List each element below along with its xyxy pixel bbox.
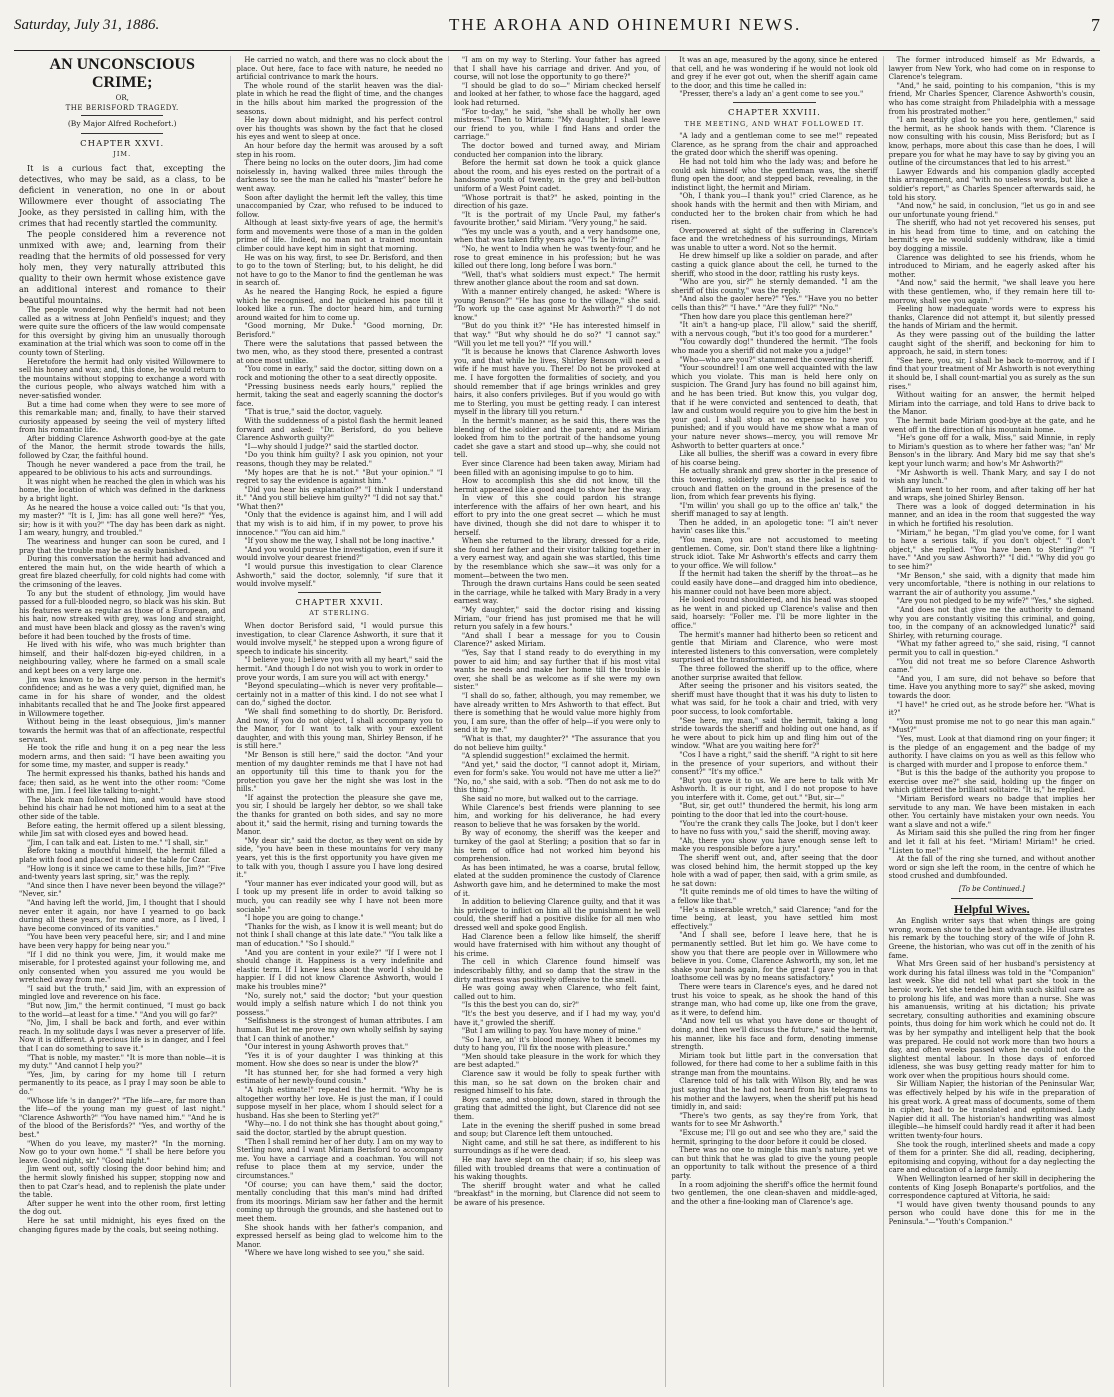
- serial-subtitle: THE BERISFORD TRAGEDY.: [65, 103, 179, 112]
- paragraph: "Miriam," he began, "I'm glad you've come, for I want to have a serious talk, if you don't object." "I don't object," she replied. "You have been to Sterling?" "I have." "And you saw Ashworth?" "I did." "Why did you go to see him?": [888, 528, 1096, 572]
- paragraph: "A lady and a gentleman come to see me!" repeated Clarence, as he sprang from the chair and approached the grated door which the sheriff was opening.: [671, 132, 878, 158]
- divider: [733, 102, 816, 103]
- paragraph: "Yes, Say that I stand ready to do everything in my power to aid him; and say further that if his most vital wants he needs and make her home till the trouble is over, she shall be as welcome as if she were my own sister.": [453, 648, 661, 692]
- chapter-heading: CHAPTER XXVII.: [295, 597, 384, 608]
- section-heading: Helpful Wives.: [954, 901, 1030, 916]
- paragraph: During this conversation the hermit had advanced and entered the main hut, on the wide hearth of which a great fire blazed cheerfully, for cold nights had come with the crimsoning of the leaves.: [19, 555, 226, 589]
- column-1: [14, 56, 231, 1387]
- paragraph: He was on his way, first, to see Dr. Berisford, and then to go to the town of Sterling; but, to his delight, he did not have to go to the Manor to find the gentleman he was in search of.: [236, 253, 443, 288]
- paragraph: He took the rifle and hung it on a peg near the less modern arms, and then said: "I have been awaiting you for some time, my master, and supper is ready.": [19, 744, 226, 770]
- paragraph: Then he added, in an apologetic tone: "I ain't never havin' cases like this.": [671, 518, 878, 536]
- paragraph: "Ah, there you show you have enough sense left to make you responsible before a jury.": [671, 836, 878, 854]
- paragraph: "You cowardly dog!" thundered the hermit. "The fools who made you a sheriff did not make you a judge!": [671, 338, 878, 355]
- paragraph: He was going away when Clarence, who felt faint, called out to him.: [453, 984, 661, 1001]
- paragraph: "And does not that give me the authority to demand why you are constantly visiting this criminal, and going, too, in the company of an acknowledged lunatic?" said Shirley, with returning courage.: [888, 606, 1096, 640]
- paragraph: "Jim, I can talk and eat. Listen to me." "I shall, sir.": [27, 838, 208, 847]
- paragraph: "There's two gents, as say they're from York, that wants for to see Mr Ashworth.": [671, 1111, 878, 1129]
- paragraph: "I would pursue this investigation to clear Clarence Ashworth," said the doctor, solemnly, "if sure that it would involve myself.": [236, 563, 443, 589]
- paragraph: He carried no watch, and there was no clock about the place. Out here, face to face with nature, he needed no artificial contrivance to mark the hours.: [236, 56, 443, 82]
- paragraph: "Miriam Berisford wears no badge that implies her servitude to any man. We have been mistaken in each other. You certainly have mistaken your own needs. You want a slave and not a wife.": [888, 795, 1096, 829]
- paragraph: "If I did no think you were, Jim, it would make me miserable, for I protested against your following me, and only consented when you assured me you would be wretched away from me.": [19, 950, 226, 985]
- paragraph: "That is noble, my master." "It is more than noble—it is my duty." "And cannot I help you?": [19, 1053, 226, 1071]
- paragraph: The people considered him a reverence not unmixed with awe; and, learning from their reading that the hermits of old possessed for very holy men, they very naturally attributed this quality to their own hermit whose existence gave an additional interest and romance to their beautiful mountains.: [19, 229, 226, 305]
- divider: [81, 133, 164, 134]
- paragraph: The sheriff brought water and what he called "breakfast" in the morning, but Clarence did not seem to be aware of his presence.: [453, 1181, 661, 1207]
- paragraph: "Then how dare you place this gentleman here?": [679, 312, 853, 321]
- paragraph: But a time had come when they were to see more of this remarkable man; and, finally, to have their starved curiosity appeased by seeing the veil of mystery lifted from his romantic life.: [19, 400, 226, 435]
- paragraph: When doctor Berisford said, "I would pursue this investigation, to clear Clarence Ashworth, it sure that it would involve myself," he stepped upon a wrong figure of speech to indicate his sincerity.: [236, 622, 443, 656]
- paragraph: Though he never wandered a pace from the trail, he appeared to be oblivious to his acts and surroundings.: [19, 460, 226, 478]
- paragraph: "No, he went to India when he was twenty-four, and he rose to great eminence in his profession; but he was killed out there long, long before I was born.": [453, 245, 661, 271]
- paragraph: The weariness and hunger can soon be cured, and I pray that the trouble may be as easily banished.: [19, 538, 226, 555]
- paragraph: "Your scoundrel! I am one well acquainted with the law which you violate. This man is held here only on suspicion. The Grand Jury has found no bill against him, and he has been tried. But know this, you vulgar dog, that if he were convicted and sentenced to death, that law and custom would require you to give him the best in your gaol. I shall stop at no expense to have you punished; and if you would have me show what a man of your nature never shows—mercy, you will remove Mr Ashworth to better quarters at once.": [671, 364, 878, 450]
- paragraph: Sir William Napier, the historian of the Peninsular War, was effectively helped by his wife in the preparation of his great work. A great mass of documents, some of them in cipher, had to be translated and epitomised. Lady Napier did it all. The historian's handwriting was almost illegible—he himself could hardly read it after it had been written twenty-four hours.: [888, 1080, 1096, 1141]
- paragraph: "And having left the world, Jim, I thought that I should never enter it again, nor have I yearned to go back during all these years, for more and more, as I lived, I have become convinced of its vanities.": [19, 898, 226, 933]
- paragraph: "Presser, there's a lady an' a gent come to see you.": [679, 90, 864, 99]
- paragraph: Lawyer Edwards and his companion gladly accepted this arrangement, and "with no useless words, but like a soldier's report," as Charles Spencer afterwards said, he told his story.: [888, 167, 1096, 202]
- paragraph: It was an age, measured by the agony, since he entered that cell, and he was wondering if he would not look old and grey if he ever got out, when the sheriff again came to the door, and this time he called in:: [671, 56, 878, 90]
- masthead: [14, 0, 1100, 51]
- paragraph: Clarence saw it would be folly to speak further with this man, so he sat down on the broken chair and resigned himself to his fate.: [453, 1070, 661, 1096]
- paragraph: "It is because he knows that Clarence Ashworth loves you, and that while he lives, Shirley Benson will need a wife if he must have you. There! Do not be provoked at me. I have forgotten the formalities of society, and you should remember that if age brings wrinkles and grey hairs, it also confers privileges. But if you would go with me to Sterling, you must be getting ready. I can interest myself in the library till you return.": [453, 348, 661, 417]
- paragraph: He had not told him who the lady was; and before he could ask himself who the gentleman was, the sheriff flung open the door, and stepped back, revealing, in the indistinct light, the hermit and Miriam.: [671, 157, 878, 192]
- paragraph: "I would have given twenty thousand pounds to any person who could have done this for me in the Peninsula."—"Youth's Companion.": [888, 1200, 1096, 1226]
- paragraph: There were the salutations that passed between the two men, who, as they stood there, presented a contrast at once most unlike.: [236, 339, 443, 365]
- column-3: [449, 56, 666, 1387]
- paragraph: "He's gone off for a walk, Miss," said Minnie, in reply to Miriam's question as to where her father was; "an' Mr Benson's in the library. And Mary bid me say that she's kept your lunch warm; and how's Mr Ashworth?": [888, 434, 1096, 468]
- paragraph: Miriam went to her room, and after taking off her hat and wraps, she joined Shirley Benson.: [888, 485, 1096, 503]
- paragraph: "And yet," said the doctor, "I cannot adopt it, Miriam, even for form's sake. You would not have me utter a lie?" "No, no," she said, with a sob. "Then do not ask me to do this thing.": [453, 760, 661, 795]
- article-columns: [14, 56, 1100, 1387]
- column-2: [231, 56, 448, 1387]
- paragraph: Before taking a mouthful himself, the hermit filled a plate with food and placed it under the table for Czar.: [19, 847, 226, 864]
- paragraph: The former introduced himself as Mr Edwards, a lawyer from New York, who had come on in response to Clarence's telegram.: [888, 56, 1096, 82]
- paragraph: There was no one to mingle this man's nature, yet we can but think that he was glad to give the young people an opportunity to talk without the presence of a third party.: [671, 1146, 878, 1180]
- divider: [951, 898, 1034, 899]
- paragraph: "Only that the evidence is against him, and I will add that my wish is to aid him, if in my power, to prove his innocence." "You can aid him.": [236, 511, 443, 537]
- paragraph: "Who—who are you?" stammered the cowering sheriff.: [679, 355, 874, 364]
- paragraph: "I am heartily glad to see you here, gentlemen," said the hermit, as he shook hands with them. "Clarence is now consulting with his cousin, Miss Berisford; but as I know, perhaps, more about this case than he does, I will prepare you for what he may have to say by giving you an outline of the circumstances that led to his arrest.": [888, 116, 1096, 168]
- paragraph: At the fall of the ring she turned, and without another word or sign she left the room, in the centre of which he stood crushed and dumbfounded.: [888, 855, 1096, 881]
- paragraph: "I believe you; I believe you with all my heart," said the hermit. "And though I do not wish you to work in order to prove your words, I am sure you will act with energy.": [236, 656, 443, 682]
- paragraph: "It has stunned her, for she had formed a very high estimate of her newly-found cousin.": [236, 1068, 443, 1086]
- paragraph: "A high estimate!" repeated the hermit. "Why he is altogether worthy her love. He is just the man, if I could suppose myself in her place, whom I should select for a husband. Has she been to Sterling yet?": [236, 1086, 443, 1120]
- paragraph: In view of this she could pardon his strange interference with the affairs of her own heart, and his effort to pry into the one great secret — which he must have divined, though she did not dare to whisper it to herself.: [453, 494, 661, 537]
- paragraph: "Did you hear his explanation?" "I think I understand it." "And you still believe him guilty?" "I did not say that." "What then?": [236, 485, 443, 511]
- paragraph: "I am on my way to Sterling. Your father has agreed that I shall have his carriage and driver. And you, of course, will not lose the opportunity to go there?": [453, 56, 661, 82]
- paragraph: Without being in the least obsequious, Jim's manner towards the hermit was that of an affectionate, respectful servant.: [19, 718, 226, 744]
- paragraph: An English writer says that when things are going wrong, women show to the best advantage. He illustrates his remark by the touching story of the wife of John R. Greene, the historian, who was cut off in the zenith of his fame.: [888, 917, 1096, 960]
- paragraph: "And shall I bear a message for you to Cousin Clarence?" asked Miriam.: [453, 631, 661, 649]
- byline: (By Major Alfred Rochefort.): [67, 119, 177, 129]
- continued-note: [To be Continued.]: [958, 885, 1025, 893]
- paragraph: "It quite reminds me of old times to have the wilting of a fellow like that.": [671, 888, 878, 905]
- paragraph: "Then I shall remind her of her duty. I am on my way to Sterling now, and I want Miriam Berisford to accompany me. You have a carriage and a coachman. You will not refuse to place them at my service, under the circumstances.": [236, 1137, 443, 1180]
- paragraph: Had Clarence been a fellow like himself, the sheriff would have fraternised with him without any thought of his crime.: [453, 932, 661, 958]
- paragraph: "It is the portrait of my Uncle Paul, my father's favourite brother," said Miriam. "Very young," he said.: [453, 210, 661, 228]
- paragraph: "But I am willing to pay. You have money of mine.": [461, 1027, 641, 1036]
- serial-title: AN UNCONSCIOUS CRIME;: [49, 56, 195, 91]
- paragraph: "Thanks for the wish, as I know it is well meant; but do not think I shall change at this late date." "You talk like a man of education." "So I should.": [236, 922, 443, 948]
- paragraph: "Pressing business needs early hours," replied the hermit, taking the seat and eagerly scanning the doctor's face.: [236, 382, 443, 408]
- paragraph: Night came, and still he sat there, as indifferent to his surroundings as if he were dead.: [453, 1138, 661, 1156]
- paragraph: "Mr Benson is still here," said the doctor. "And your mention of my daughter reminds me that I have not had an opportunity till this time to thank you for the protection you gave her the night she was lost in the hills.": [236, 750, 443, 794]
- paragraph: "Is this the best you can do, sir?": [461, 1001, 579, 1010]
- paragraph: "Beyond speculating—which is never very profitable—certainly not in a matter of this kind. I do not see what I can do," sighed the doctor.: [236, 682, 443, 708]
- paragraph: "Mr Benson," she said, with a dignity that made him very uncomfortable, "there is nothing in our relations to warrant the air of authority you assume.": [888, 571, 1096, 597]
- paragraph: "I said but the truth," said Jim, with an expression of mingled love and reverence on his face.: [19, 984, 226, 1002]
- paragraph: He lay down about midnight, and his perfect control over his thoughts was shown by the fact that he closed his eyes and went to sleep at once.: [236, 116, 443, 142]
- paragraph: Before eating, the hermit offered up a silent blessing, while Jim sat with closed eyes and bowed head.: [19, 821, 226, 839]
- paragraph: After seeing the prisoner and his visitors seated, the sheriff must have thought that it was his duty to listen to what was said, for he took a chair and tried, with very poor success, to look comfortable.: [671, 682, 878, 716]
- paragraph: "So I have, an' it's blood money. When it becomes my duty to hang you, I'll fix the noose with pleasure.": [453, 1035, 661, 1053]
- paragraph: "And also the gaoler here?" "Yes." "Have you no better cells than this?" "I have." "Are they full?" "No.": [671, 295, 878, 313]
- paragraph: "My daughter," said the doctor rising and kissing Miriam, "our friend has just promised me that he will return you safely in a few hours.": [453, 606, 661, 632]
- paragraph: "You come in early," said the doctor, sitting down on a rock and motioning the other to a seat directly opposite.: [236, 365, 443, 382]
- paragraph: An hour before day the hermit was aroused by a soft step in his room.: [236, 141, 443, 159]
- paragraph: She took the rough, interlined sheets and made a copy of them for a printer. She did all, reading, deciphering, epitomising and copying, without for a day neglecting the care and education of a large family.: [888, 1140, 1096, 1175]
- column-4: [666, 56, 883, 1387]
- newspaper-title: THE AROHA AND OHINEMURI NEWS.: [449, 15, 802, 34]
- paragraph: "I'm willin' you shall go up to the office an' talk," the sheriff managed to say at length.: [671, 501, 878, 519]
- paragraph: "Cos I have a right," said the sheriff. "A right to sit here in the presence of your superiors, and without their consent?" "It's my office.": [671, 750, 878, 777]
- paragraph: "A splendid suggestion!" exclaimed the hermit.: [461, 752, 630, 761]
- paragraph: The doctor bowed and turned away, and Miriam conducted her companion into the library.: [453, 141, 661, 159]
- paragraph: There was a look of dogged determination in his manner, and an idea in the room that suggested the way in which he fortified his resolution.: [888, 502, 1096, 529]
- paragraph: The cell in which Clarence found himself was indescribably filthy, and so damp that the straw in the dirty mattress was positively offensive to the smell.: [453, 958, 661, 984]
- paragraph: "Yes, must. Look at that diamond ring on your finger; it is the pledge of an engagement and the badge of my authority. I have claims on you as well as this fellow who is charged with murder and I propose to enforce them.": [888, 734, 1096, 769]
- paragraph: "Yes my uncle was a youth, and a very handsome one, when that was taken fifty years ago." "Is he living?": [453, 227, 661, 245]
- paragraph: "Your manner has ever indicated your good will, but as I took up my present life in order to avoid talking so much, you can readily see why I have not been more sociable.": [236, 879, 443, 914]
- paragraph: Like all bullies, the sheriff was a coward in every fibre of his coarse being.: [671, 450, 878, 467]
- paragraph: "Oh, I thank you—I thank you!" cried Clarence, as he shook hands with the hermit and then with Miriam, and conducted her to the broken chair from which he had risen.: [671, 192, 878, 227]
- paragraph: "If against the protection the pleasure she gave me, you sir, I should be largely her debtor, so we shall take the thanks for granted on both sides, and say no more about it," said the hermit, rising and turning towards the Manor.: [236, 793, 443, 837]
- paragraph: Heretofore the hermit had only visited Willowmere to sell his honey and wax; and, this done, he would return to the mountains without stopping to exchange a word with the curious people, who always watched him with a never-satisfied wonder.: [19, 357, 226, 400]
- paragraph: "Yes it is of your daughter I was thinking at this moment. How she does so near is under the blow?": [236, 1051, 443, 1069]
- paragraph: "No, Jim, I shall be back and forth, and ever within reach. In my solitude days I was never a preserver of life. Now it is different. A precious life is in danger, and I feel that I can do something to save it.": [19, 1019, 226, 1054]
- paragraph: When Wellington learned of her skill in deciphering the contents of King Joseph Bonaparte's portfolios, and the correspondence captured at Vittoria, he said:: [888, 1175, 1096, 1201]
- paragraph: "And I shall see, before I leave here, that he is permanently settled. But let him go. We have come to show you that there are people over in Willowmere who believe in you. Come, Clarence Ashworth, my son, let me shake your hands again, for the great I gave you in that loathsome cell was by no means satisfactory.": [671, 931, 878, 983]
- paragraph: "Our interest in young Ashworth proves that.": [244, 1043, 409, 1052]
- paragraph: "And," he said, pointing to his companion, "this is my friend, Mr Charles Spencer, Clarence Ashworth's cousin, who has come straight from Philadelphia with a message from his prostrated mother.": [888, 81, 1096, 116]
- paragraph: "Where we have long wished to see you," she said.: [244, 1249, 425, 1258]
- paragraph: "Why—no. I do not think she has thought about going," said the doctor, startled by the abrupt question.: [236, 1120, 443, 1138]
- paragraph: She shook hands with her father's companion, and expressed herself as being glad to welcome him to the Manor.: [236, 1223, 443, 1249]
- paragraph: "Well, that's what soldiers must expect." The hermit threw another glance about the room and sat down.: [453, 270, 661, 288]
- paragraph: Jim went out, softly closing the door behind him; and the hermit slowly finished his supper, stopping now and then to pat Czar's head, and to replenish the plate under the table.: [19, 1165, 226, 1200]
- paragraph: "How long is it since we came to these hills, Jim?" "Five and-twenty years last spring, sir," was the reply.: [19, 864, 226, 882]
- serial-or: OR,: [115, 94, 129, 102]
- paragraph: Boys came, and stooping down, stared in through the grating that admitted the light, but Clarence did not see them.: [453, 1095, 661, 1122]
- paragraph: In a room adjoining the sheriff's office the hermit found two gentlemen, the one clean-shaven and middle-aged, and the other a fine-looking man of Clarence's age.: [671, 1180, 878, 1206]
- chapter-subheading: AT STERLING.: [309, 609, 370, 618]
- paragraph: "You must promise me not to go near this man again." "Must?": [888, 717, 1096, 735]
- paragraph: With a manner entirely changed, he asked: "Where is young Benson?" "He has gone to the village," she said. "To work up the case against Mr Ashworth?" "I do not know.": [453, 288, 661, 322]
- paragraph: "You're the crank they calls The Jooke, but I don't keer to have no fuss with you," said the sheriff, moving away.: [671, 819, 878, 837]
- paragraph: Jim was known to be the only person in the hermit's confidence; and as he was a very quiet, dignified man, he came in for his share of wonder, and the oldest inhabitants recalled that he and The Jooke first appeared in Willowmere together.: [19, 675, 226, 718]
- paragraph: "And you, I am sure, did not behave so before that time. Have you anything more to say?" she asked, moving towards the door.: [888, 674, 1096, 700]
- paragraph: "Selfishness is the strongest of human attributes. I am human. But let me prove my own wholly selfish by saying that I can think of another.": [236, 1017, 443, 1043]
- paragraph: What Mrs Green said of her husband's persistency at work during his fatal illness was told in the "Companion" last week. She did not tell what part she took in the heroic work. Yet she tended him with such skilful care as to prolong his life, and was more than a nurse. She was his amanuensis, writing at his dictation; his private secretary, consulting authorities and examining obscure points, thus doing for him work which he could not do. It was by her sympathy and intelligent help that the book was prepared. He could not work more than two hours a day, and often weeks passed when he could not do the slightest mental labour. In those days of enforced idleness, she was busy getting ready matter for him to work over when the propitious hours should come.: [888, 960, 1096, 1080]
- paragraph: "You mean, you are not accustomed to meeting gentlemen. Come, sir. Don't stand there like a lightning-struck idiot. Take Mr Ashworth's effects and carry them to your office. We will follow.": [671, 536, 878, 570]
- paragraph: "But now, Jim," the hermit continued, "I must go back to the world—at least for a time." "And you will go far?": [19, 1002, 226, 1019]
- paragraph: With the suddenness of a pistol flash the hermit leaned forward and asked: "Dr. Berisford, do you believe Clarence Ashworth guilty?": [236, 416, 443, 443]
- paragraph: "I have!" he cried out, as he strode before her. "What is it?": [888, 700, 1096, 718]
- column-5: [884, 56, 1100, 1387]
- paragraph: "Do you think him guilty? I ask you opinion, not your reasons, though they may be related.": [236, 451, 443, 468]
- paragraph: It was night when he reached the glen in which was his home, the location of which was defined in the darkness by a bright light.: [19, 477, 226, 504]
- chapter-heading: CHAPTER XXVIII.: [728, 107, 821, 118]
- paragraph: Overpowered at sight of the suffering in Clarence's face and the wretchedness of his surroundings, Miriam was unable to utter a word. Not so the hermit.: [671, 226, 878, 252]
- paragraph: The sheriff went out, and, after seeing that the door was closed behind him, the hermit stopped up the key hole with a wad of paper, then said, with a grim smile, as he sat down:: [671, 854, 878, 888]
- paragraph: Ever since Clarence had been taken away, Miriam had been filled with an agonising impulse to go to him.: [453, 459, 661, 477]
- paragraph: "I hope you are going to change.": [244, 914, 364, 923]
- chapter-subheading: THE MEETING, AND WHAT FOLLOWED IT.: [684, 119, 865, 128]
- paragraph: "But you gave it to us. We are here to talk with Mr Ashworth. It is our right, and I do not propose to have you interfere with it. Come, get out." "But, sir—": [671, 776, 878, 802]
- paragraph: In addition to believing Clarence guilty, and that it was his privilege to inflict on him all the punishment he well could, the sheriff had a positive dislike for all men who dressed well and spoke good English.: [453, 898, 661, 932]
- divider: [81, 115, 164, 116]
- paragraph: "Whose portrait is that?" he asked, pointing in the direction of his gaze.: [453, 193, 661, 211]
- paragraph: Through the drawn curtains Hans could be seen seated in the carriage, while he talked with Mary Brady in a very earnest way.: [453, 580, 661, 606]
- paragraph: "No, surely not," said the doctor; "but your question would imply a selfish nature which I do not think you possess.": [236, 991, 443, 1017]
- paragraph: "You have been very peaceful here, sir; and I and mine have been very happy for being near you.": [19, 933, 226, 950]
- paragraph: "My dear sir," said the doctor, as they went on side by side, "you have been in these mountains for very many years, yet this is the first opportunity you have given me to talk with you, though I assure you I have long desired it.": [236, 836, 443, 880]
- paragraph: "It ain't a hang-up place, I'll allow," said the sheriff, with a nervous cough, "but it's too good for a murderer.": [671, 321, 878, 338]
- paragraph: "Excuse me; I'll go out and see who they are," said the hermit, springing to the door before it could be closed.: [671, 1129, 878, 1146]
- paragraph: "You did not treat me so before Clarence Ashworth came.": [888, 657, 1096, 675]
- paragraph: As he neared the Hanging Rock, he espied a figure which he recognised, and he quickened his pace till it looked like a run. The doctor heard him, and turning around waited for him to come up.: [236, 288, 443, 322]
- paragraph: He lived with his wife, who was much brighter than himself, and their half-dozen big-eyed children, in a neighbouring valley, where he farmed on a small scale and kept bees on a very large one.: [19, 641, 226, 675]
- paragraph: By way of economy, the sheriff was the keeper and turnkey of the gaol at Sterling; a position that so far in his term of office had not worked him beyond his comprehension.: [453, 829, 661, 864]
- paragraph: "And you are content in your exile?" "If I were not I should change it. Happiness is a very indefinite and elastic term. If I knew less about the world I should be happier. If I did not know Clarence Ashworth, would I make his troubles mine?": [236, 948, 443, 991]
- paragraph: How to accomplish this she did not know, till the hermit appeared like a good angel to show her the way.: [453, 477, 661, 494]
- divider: [298, 592, 381, 593]
- paragraph: "And you would pursue the investigation, even if sure it would involve your dearest friend?": [236, 545, 443, 563]
- paragraph: While Clarence's best friends were planning to see him, and working for his deliverance, he had every reason to believe that he was forsaken by the world.: [453, 803, 661, 829]
- paragraph: He drew himself up like a soldier on parade, and after casting a quick glance about the cell, he turned to the sheriff, who stood in the door, rattling his rusty keys.: [671, 252, 878, 278]
- paragraph: As Miriam said this she pulled the ring from her finger and let it fall at his feet. "Miriam! Miriam!" he cried. "Listen to me!": [888, 829, 1096, 855]
- paragraph: The black man followed him, and would have stood behind his chair had he not motioned him to a seat at the other side of the table.: [19, 795, 226, 821]
- paragraph: Late in the evening the sheriff pushed in some bread and soup; but Clarence left them untouched.: [453, 1121, 661, 1139]
- paragraph: "It's the best you deserve, and if I had my way, you'd have it," growled the sheriff.: [453, 1009, 661, 1027]
- paragraph: When she returned to the library, dressed for a ride, she found her father and their visitor talking together in a very earnest way, and again she was startled, this time by the resemblance which she saw—it was only for a moment—between the two men.: [453, 537, 661, 580]
- paragraph: The sheriff, who had not yet recovered his senses, put in his head from time to time, and on catching the hermit's eye he would suddenly withdraw, like a timid boy dogging a missile.: [888, 219, 1096, 254]
- paragraph: He may have slept on the chair; if so, his sleep was filled with troubled dreams that were a continuation of his waking thoughts.: [453, 1156, 661, 1182]
- page-number: 7: [1091, 14, 1100, 35]
- paragraph: "But do you think it?" "He has interested himself in that way." "But why should he do so?" "I cannot say." "Will you let me tell you?" "If you will.": [453, 322, 661, 348]
- paragraph: Here he sat until midnight, his eyes fixed on the changing figures made by the coals, but seeing nothing.: [19, 1216, 226, 1234]
- paragraph: "For to-day," he said, "she shall be wholly her own mistress." Then to Miriam: "My daughter, I shall leave our friend to you, while I find Hans and order the carriage.": [453, 107, 661, 142]
- paragraph: "And now," said the hermit, "we shall leave you here with these gentlemen, who, if they remain here till to-morrow, shall see you again.": [888, 279, 1096, 305]
- paragraph: As they were passing out of the building the latter caught sight of the sheriff, and beckoning for him to approach, he said, in stern tones:: [888, 331, 1096, 357]
- paragraph: "And now tell us what you have done or thought of doing, and then we'll discuss the future," said the hermit, his manner, like his face and form, denoting immense strength.: [671, 1017, 878, 1052]
- paragraph: "Are you not pledged to be my wife?" "Yes," she sighed.: [896, 597, 1094, 606]
- paragraph: "Good morning, Mr Duke." "Good morning, Dr. Berisford.": [236, 322, 443, 339]
- paragraph: "But is this the badge of the authority you propose to exercise over me?" she said, holding up the finger on which glittered the brilliant solitaire. "It is," he replied.: [888, 769, 1096, 795]
- paragraph: Miriam took but little part in the conversation that followed, for there had come to her a sublime faith in this strange man from the mountains.: [671, 1051, 878, 1077]
- paragraph: He actually shrank and grew shorter in the presence of this towering, soldierly man, as the jackal is said to crouch and flatten on the ground in the presence of the lion, from which fear prevents his flying.: [671, 467, 878, 502]
- chapter-subheading: JIM.: [113, 150, 132, 159]
- paragraph: "I should be glad to do so—" Miriam checked herself and looked at her father, to whose face the haggard, aged look had returned.: [453, 81, 661, 107]
- paragraph: "Whose life 's in danger?" "The life—are, far more than the life—of the young man my guest of last night." "Clarence Ashworth?" "You have named him." "And he is of the blood of the Berisfords?" "Yes, and worthy of the best.": [19, 1096, 226, 1139]
- paragraph: "When do you leave, my master?" "In the morning. Now go to your own home." "I shall be here before you leave. Good night, sir." "Good night.": [19, 1139, 226, 1165]
- paragraph: He looked round shouldered, and his head was stooped as he went in and picked up Clarence's valise and then said, hoarsely: "Foller me. I'll be more lighter in the office.": [671, 596, 878, 630]
- paragraph: "Who are you, sir?" he sternly demanded. "I am the sheriff of this county," was the reply.: [671, 278, 878, 295]
- paragraph: The whole round of the starlit heaven was the dial-plate in which he read the flight of time, and the changes in the hills about him marked the progression of the seasons.: [236, 81, 443, 116]
- paragraph: After bidding Clarence Ashworth good-bye at the gate of the Manor, the hermit strode towards the hills, followed by Czar, the faithful hound.: [19, 434, 226, 461]
- chapter-heading: CHAPTER XXVI.: [80, 138, 165, 149]
- paragraph: "And since then I have never been beyond the village?" "Never, sir.": [19, 881, 226, 899]
- paragraph: "He's a miserable wretch," said Clarence; "and for the time being, at least, you have settled him most effectively.": [671, 905, 878, 931]
- paragraph: She said no more, but walked out to the carriage.: [461, 795, 639, 804]
- paragraph: "We shall find something to do shortly, Dr. Berisford. And now, if you do not object, I shall accompany you to the Manor, for I want to talk with your excellent daughter, and with this young man, Shirley Benson, if he is still here.": [236, 707, 443, 751]
- paragraph: Clarence told of his talk with Wilson Bly, and he was just saying that he had not heard from his telegrams to his mother and the lawyers, when the sheriff put his head timidly in, and said:: [671, 1077, 878, 1112]
- paragraph: "If you show me the way, I shall not be long inactive.": [244, 537, 435, 546]
- paragraph: If the hermit had taken the sheriff by the throat—as he could easily have done—and dragged him into obedience, his manner could not have been more abject.: [671, 570, 878, 596]
- paragraph: There were tears in Clarence's eyes, and he dared not trust his voice to speak, as he shook the hand of this strange man, who had come up, like one from the grave, as it were, to defend him.: [671, 982, 878, 1017]
- paragraph: Clarence was delighted to see his friends, whom he introduced to Miriam, and he eagerly asked after his mother.: [888, 253, 1096, 279]
- paragraph: Without waiting for an answer, the hermit helped Miriam into the carriage, and told Hans to drive back to the Manor.: [888, 391, 1096, 417]
- paragraph: "Yes, Jim, by caring for my home till I return permanently to its peace, as I pray I may soon be able to do.": [19, 1070, 226, 1096]
- paragraph: The three followed the sheriff up to the office, where another surprise awaited that fellow.: [671, 664, 878, 682]
- paragraph: The people wondered why the hermit had not been called as a witness at John Penfield's inquest; and they were quite sure the officers of the law would compensate for this oversight by giving him an unusually thorough examination at the trial which was soon to come off in the county town of Sterling.: [19, 305, 226, 357]
- paragraph: "That is true," said the doctor, vaguely.: [244, 408, 383, 417]
- paragraph: "I—why should I judge?" said the startled doctor.: [244, 442, 419, 451]
- paragraph: It is a curious fact that, excepting the detectives, who may be said, as a class, to be deficient in veneration, no one in or about Willowmere ever thought of associating The Jooke, as they persisted in calling him, with the crimes that had recently startled the community.: [19, 163, 226, 228]
- paragraph: "Men should take pleasure in the work for which they are best adapted.": [453, 1052, 661, 1070]
- paragraph: There being no locks on the outer doors, Jim had come noiselessly in, having walked three miles through the darkness to see the man he called his "master" before he went away.: [236, 159, 443, 193]
- paragraph: As has been intimated, he was a coarse, brutal fellow, elated at the sudden prominence the custody of Clarence Ashworth gave him, and he determined to make the most of it.: [453, 863, 661, 898]
- paragraph: "What is that, my daughter?" "The assurance that you do not believe him guilty.": [453, 734, 661, 752]
- paragraph: "But, sir, get out!" thundered the hermit, his long arm pointing to the door that led into the court-house.: [671, 802, 878, 820]
- paragraph: The hermit bade Miriam good-bye at the gate, and he went off in the direction of his mountain home.: [888, 416, 1096, 434]
- paragraph: "And now," he said, in conclusion, "let us go in and see our unfortunate young friend.": [888, 202, 1096, 219]
- paragraph: "Of course; you can have them," said the doctor, mentally concluding that this man's mind had drifted from its moorings. Miriam saw her father and the hermit coming up through the grounds, and she hastened out to meet them.: [236, 1180, 443, 1223]
- paragraph: Before the hermit sat down he took a quick glance about the room, and his eyes rested on the portrait of a handsome youth of twenty, in the grey and bell-button uniform of a West Point cadet.: [453, 159, 661, 193]
- paragraph: As he neared the house a voice called out: "Is that you, my master?" "It is I, Jim: has all gone well here?" "Yes, sir; how is it with you?" "The day has been dark as night. I am weary, hungry, and troubled.": [19, 503, 226, 538]
- paragraph: "Mr Ashworth is well. Thank Mary, and say I do not wish any lunch.": [888, 468, 1096, 486]
- paragraph: To any but the student of ethnology, Jim would have passed for a full-blooded negro, so black was his skin. But his features were as regular as those of a European, and his hair, now streaked with grey, was long and straight, and must have been black and glossy as the raven's wing before it had been touched by the frosts of time.: [19, 589, 226, 641]
- paragraph: "See here, my man," said the hermit, taking a long stride towards the sheriff and holding out one hand, as if he were about to pick him up and fling him out of the window. "What are you waiting here for?": [671, 716, 878, 751]
- paragraph: Feeling how inadequate words were to express his thanks, Clarence did not attempt it, but silently pressed the hands of Miriam and the hermit.: [888, 305, 1096, 331]
- paragraph: The hermit expressed his thanks, bathed his hands and face; then said, as he went into the other room: "Come with me, Jim. I feel like talking to-night.": [19, 770, 226, 796]
- issue-date: Saturday, July 31, 1886.: [14, 16, 160, 33]
- paragraph: In the hermit's manner, as he said this, there was the blending of the soldier and the parent; and as Miriam looked from him to the portrait of the handsome young cadet she gave a start and stood up—why, she could not tell.: [453, 416, 661, 460]
- paragraph: The hermit's manner had hitherto been so reticent and gentle that Miriam and Clarence, who were most interested listeners to this conversation, were completely surprised at the transformation.: [671, 630, 878, 665]
- paragraph: Although at least sixty-five years of age, the hermit's form and movements were those of a man in the golden prime of life. Indeed, no man not a trained mountain climber could have kept him in sight that morning.: [236, 219, 443, 254]
- paragraph: After supper he went into the other room, first letting the dog out.: [19, 1199, 226, 1217]
- paragraph: Soon after daylight the hermit left the valley, this time unaccompanied by Czar, who refused to be induced to follow.: [236, 193, 443, 219]
- paragraph: "What my father agreed to," she said, rising, "I cannot permit you to call in question.": [888, 640, 1096, 657]
- paragraph: "My hopes are that he is not." "But your opinion." "I regret to say the evidence is against him.": [236, 468, 443, 486]
- paragraph: "See here, you, sir, I shall be back to-morrow, and if I find that your treatment of Mr Ashworth is not everything it should be, I shall count-martial you as surely as the sun rises.": [888, 356, 1096, 391]
- paragraph: "I shall do so, father, although, you may remember, we have already written to Mrs Ashworth to that effect. But there is something that he would value more highly from you, I am sure, than the offer of help—if you were only to send it by me.": [453, 691, 661, 735]
